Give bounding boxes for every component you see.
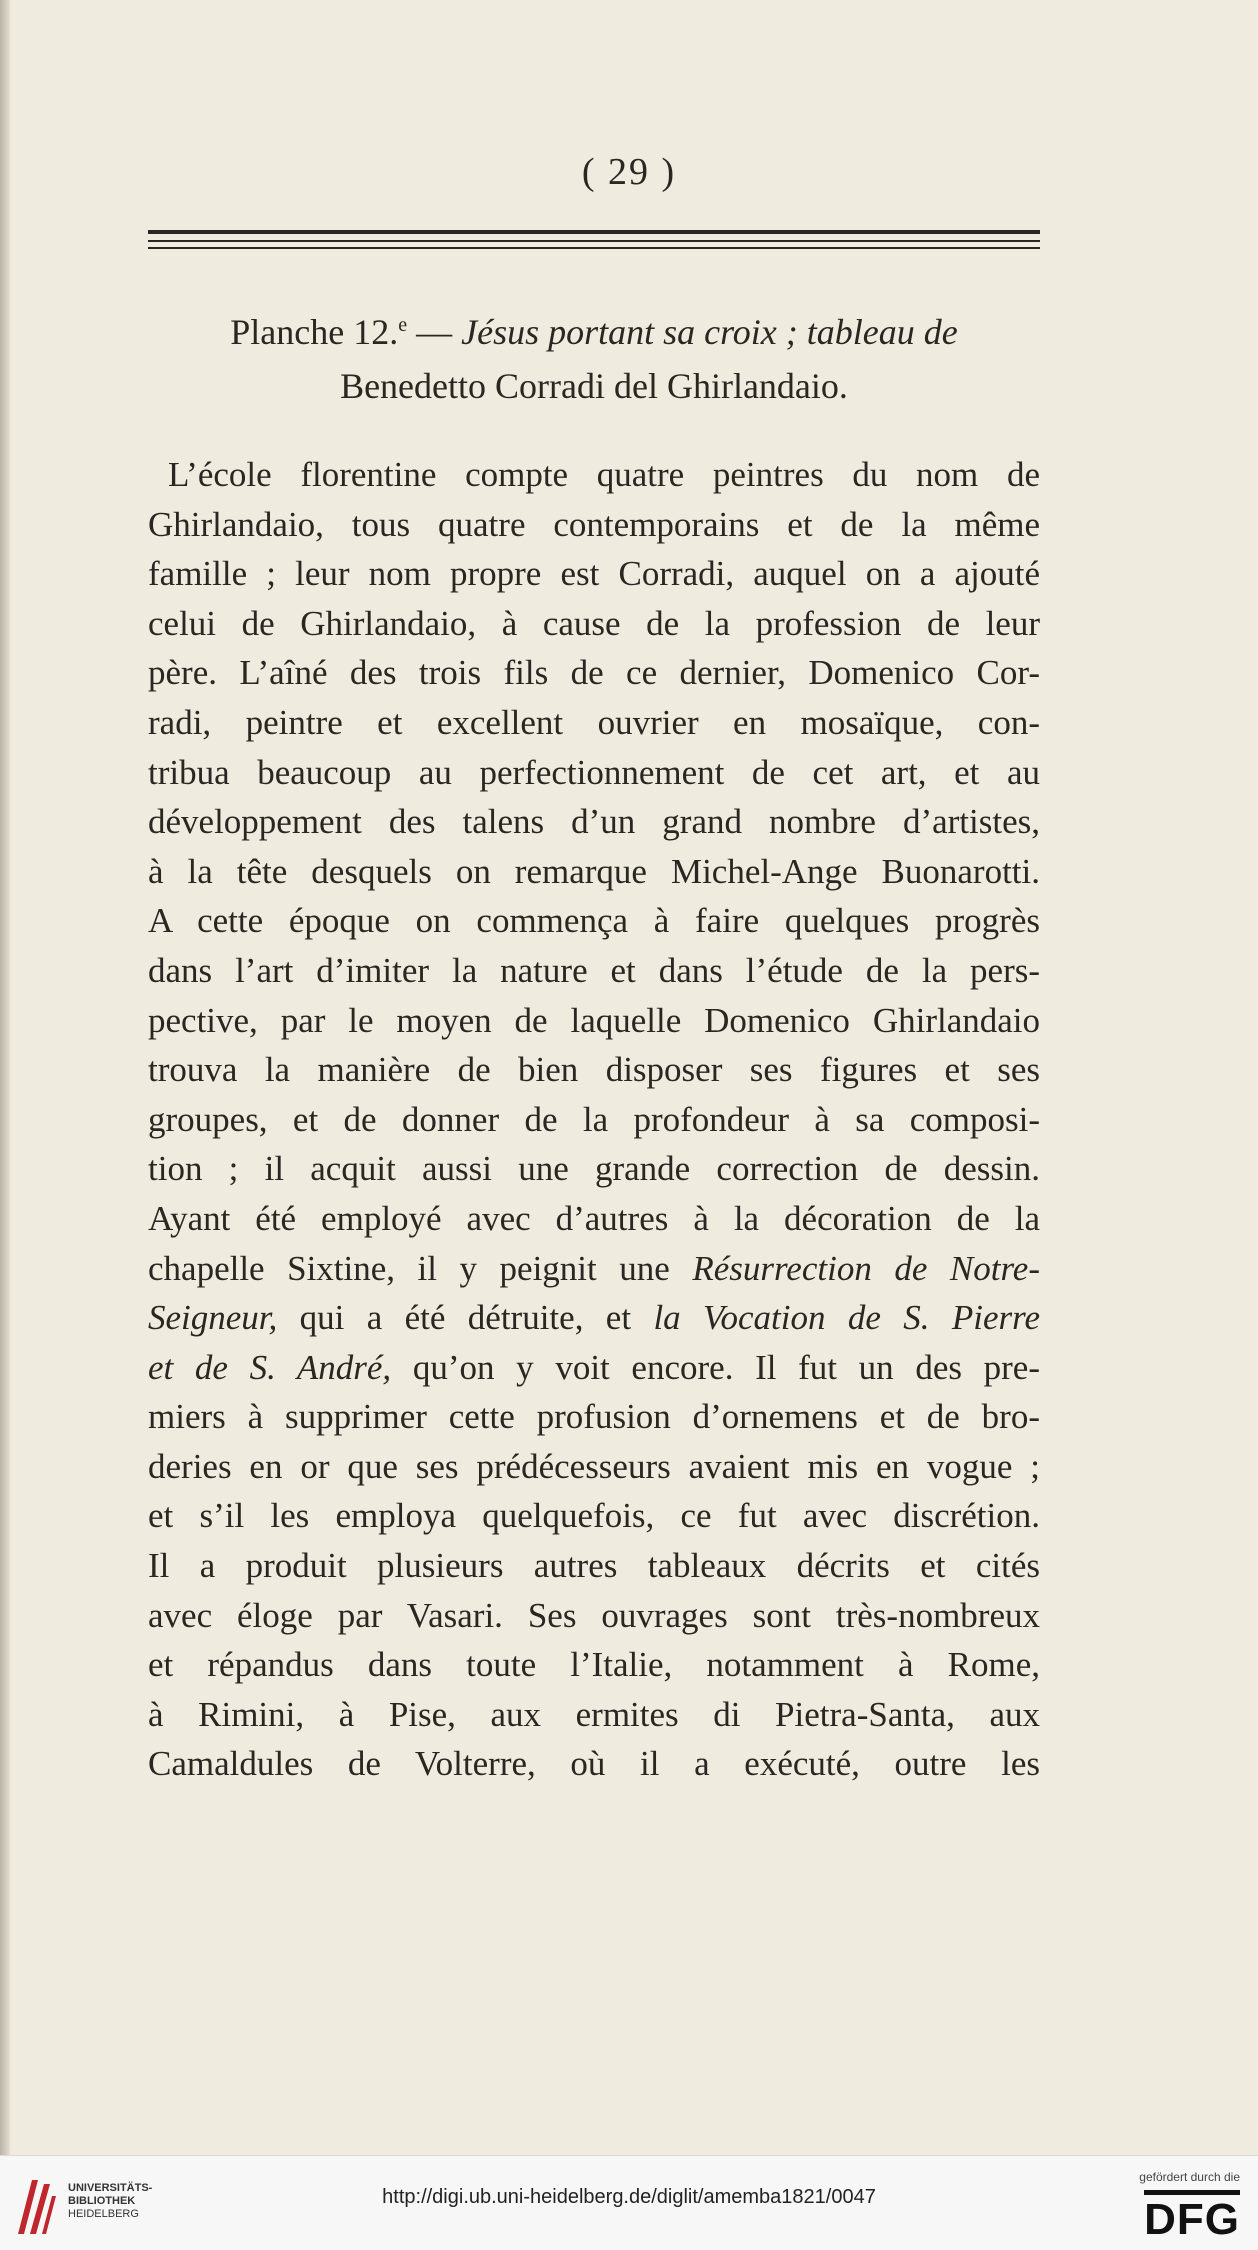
page-number: ( 29 )	[581, 151, 677, 193]
text-line: miers à supprimer cette profusion d’ornemens et de bro-	[148, 1397, 1040, 1437]
body-text	[148, 450, 1040, 1789]
text-line: Ghirlandaio, tous quatre contemporains et de la même	[148, 504, 1040, 544]
text-line: groupes, et de donner de la profondeur à sa composi-	[148, 1099, 1040, 1139]
text-line: tion ; il acquit aussi une grande correction de dessin.	[148, 1149, 1040, 1189]
text-line: et s’il les employa quelquefois, ce fut avec discrétion.	[148, 1496, 1040, 1536]
text-line: A cette époque on commença à faire quelques progrès	[148, 901, 1040, 941]
text-line: développement des talens d’un grand nombre d’artistes,	[148, 802, 1040, 842]
plate-heading-line-2: Benedetto Corradi del Ghirlandaio.	[340, 366, 848, 406]
text-line: à la tête desquels on remarque Michel-Ange Buonarotti.	[148, 851, 1040, 891]
text-line: deries en or que ses prédécesseurs avaient mis en vogue ;	[148, 1446, 1040, 1486]
text-line: L’école florentine compte quatre peintres du nom de	[168, 455, 1040, 494]
text-line: à Rimini, à Pise, aux ermites di Pietra-Santa, aux	[148, 1694, 1040, 1734]
plate-dash: —	[407, 312, 462, 352]
library-name-line-3: HEIDELBERG	[68, 2208, 139, 2220]
text-line: celui de Ghirlandaio, à cause de la profession de leur	[148, 603, 1040, 643]
plate-label: Planche 12.	[230, 312, 399, 352]
library-name-line-1: UNIVERSITÄTS-	[68, 2182, 153, 2194]
text-line: Il a produit plusieurs autres tableaux décrits et cités	[148, 1546, 1040, 1586]
text-line	[148, 1244, 1040, 1294]
page-edge-shadow	[0, 0, 10, 2155]
header-rule-thin	[148, 240, 1040, 242]
work-title: Résurrection de Notre-	[692, 1248, 1040, 1288]
work-title: Seigneur,	[148, 1298, 278, 1338]
funder-caption: gefördert durch die	[1139, 2170, 1240, 2184]
plate-heading-line-1	[148, 298, 1040, 359]
text-run: chapelle Sixtine, il y peignit une	[148, 1248, 693, 1288]
text-run: qu’on y voit encore. Il fut un des pre-	[391, 1347, 1041, 1387]
text-line	[148, 1293, 1040, 1343]
text-line: Ayant été employé avec d’autres à la décoration de la	[148, 1198, 1040, 1238]
text-line: et répandus dans toute l’Italie, notamment à Rome,	[148, 1645, 1040, 1685]
header-rule-thick	[148, 230, 1040, 234]
dfg-logo: DFG	[1144, 2190, 1240, 2243]
library-name-line-2: BIBLIOTHEK	[68, 2195, 136, 2207]
text-line: dans l’art d’imiter la nature et dans l’étude de la pers-	[148, 950, 1040, 990]
text-line: père. L’aîné des trois fils de ce dernier, Domenico Cor-	[148, 653, 1040, 693]
text-line: trouva la manière de bien disposer ses figures et ses	[148, 1050, 1040, 1090]
work-title: la Vocation de S. Pierre	[653, 1298, 1040, 1338]
text-run: qui a été détruite, et	[277, 1298, 654, 1338]
text-line: pective, par le moyen de laquelle Domenico Ghirlandaio	[148, 1000, 1040, 1040]
work-title: et de S. André,	[148, 1347, 392, 1387]
header-rule-thin-lower	[148, 247, 1040, 249]
text-line: tribua beaucoup au perfectionnement de cet art, et au	[148, 752, 1040, 792]
text-line: radi, peintre et excellent ouvrier en mosaïque, con-	[148, 702, 1040, 742]
text-line: avec éloge par Vasari. Ses ouvrages sont très-nombreux	[148, 1595, 1040, 1635]
permalink-url[interactable]: http://digi.ub.uni-heidelberg.de/diglit/amemba1821/0047	[382, 2186, 876, 2208]
plate-heading	[148, 298, 1040, 413]
plate-ordinal-sup: e	[398, 314, 408, 336]
text-line: famille ; leur nom propre est Corradi, auquel on a ajouté	[148, 554, 1040, 594]
viewer-footer	[0, 2155, 1258, 2250]
text-line: Camaldules de Volterre, où il a exécuté, outre les	[148, 1744, 1040, 1784]
plate-title: Jésus portant sa croix ; tableau de	[461, 312, 958, 352]
text-line	[148, 1343, 1040, 1393]
